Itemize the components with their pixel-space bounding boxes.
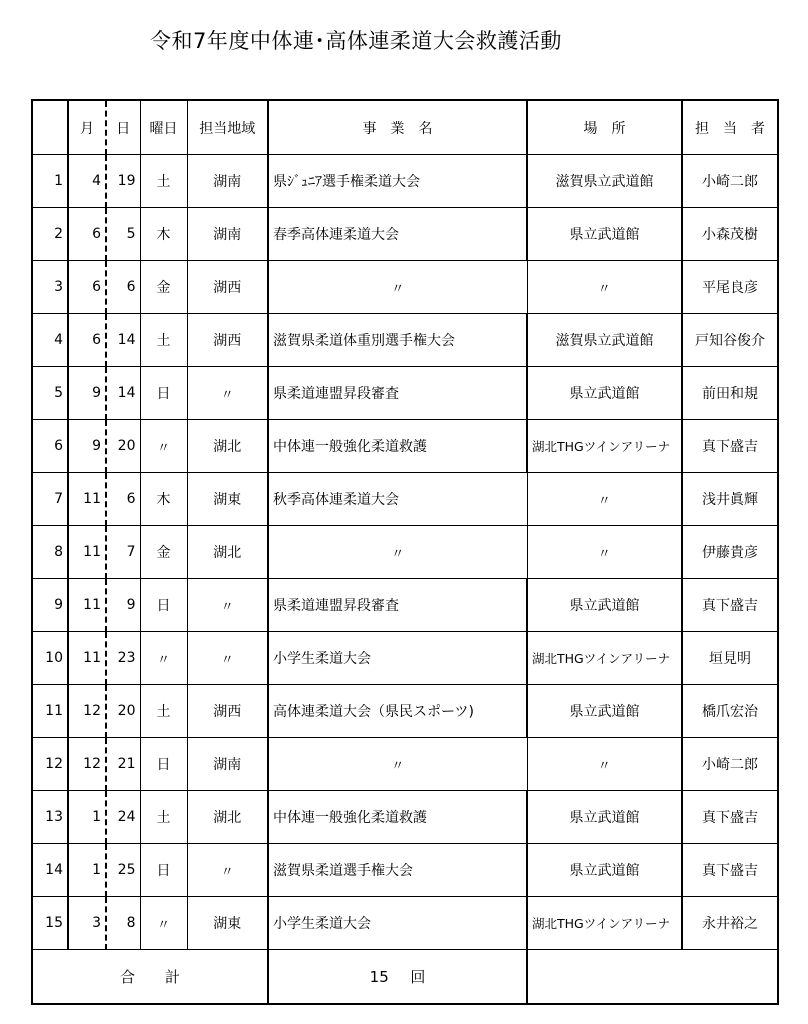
table-row [32, 367, 778, 420]
table-row [32, 155, 778, 208]
header-staff: 担 当 者 [682, 100, 778, 155]
weekday-cell: 土 [140, 155, 187, 208]
schedule-table [31, 99, 779, 1005]
header-day: 日 [106, 100, 140, 155]
weekday-cell: 金 [140, 526, 187, 579]
table-row [32, 632, 778, 685]
venue-cell: 県立武道館 [527, 367, 682, 420]
staff-cell: 橋爪宏治 [682, 685, 778, 738]
row-number-cell: 8 [32, 526, 68, 579]
staff-cell: 戸知谷俊介 [682, 314, 778, 367]
venue-cell: 〃 [527, 738, 682, 791]
weekday-cell: 土 [140, 791, 187, 844]
table-row [32, 473, 778, 526]
day-cell: 25 [106, 844, 140, 897]
day-cell: 20 [106, 420, 140, 473]
total-empty-cell [527, 950, 778, 1005]
day-cell: 5 [106, 208, 140, 261]
table-row [32, 579, 778, 632]
day-cell: 23 [106, 632, 140, 685]
header-event: 事 業 名 [268, 100, 527, 155]
staff-cell: 小森茂樹 [682, 208, 778, 261]
venue-cell: 〃 [527, 526, 682, 579]
month-cell: 4 [68, 155, 106, 208]
staff-cell: 真下盛吉 [682, 791, 778, 844]
month-cell: 12 [68, 685, 106, 738]
table-row [32, 685, 778, 738]
area-cell: 湖南 [187, 738, 268, 791]
row-number-cell: 1 [32, 155, 68, 208]
day-cell: 21 [106, 738, 140, 791]
row-number-cell: 6 [32, 420, 68, 473]
staff-cell: 永井裕之 [682, 897, 778, 950]
row-number-cell: 10 [32, 632, 68, 685]
table-row [32, 420, 778, 473]
table-row [32, 897, 778, 950]
area-cell: 湖西 [187, 314, 268, 367]
weekday-cell: 〃 [140, 897, 187, 950]
header-month: 月 [68, 100, 106, 155]
row-number-cell: 13 [32, 791, 68, 844]
table-row [32, 791, 778, 844]
venue-cell: 湖北THGツインアリーナ [527, 897, 682, 950]
header-weekday: 曜日 [140, 100, 187, 155]
staff-cell: 真下盛吉 [682, 420, 778, 473]
row-number-cell: 12 [32, 738, 68, 791]
total-value-cell [268, 950, 527, 1005]
staff-cell: 前田和規 [682, 367, 778, 420]
table-row [32, 738, 778, 791]
weekday-cell: 〃 [140, 632, 187, 685]
row-number-cell: 7 [32, 473, 68, 526]
month-cell: 11 [68, 526, 106, 579]
staff-cell: 小崎二郎 [682, 738, 778, 791]
day-cell: 19 [106, 155, 140, 208]
month-cell: 1 [68, 791, 106, 844]
page-title: 令和7年度中体連･高体連柔道大会救護活動 [150, 29, 562, 53]
table-row [32, 208, 778, 261]
header-area: 担当地域 [187, 100, 268, 155]
day-cell: 20 [106, 685, 140, 738]
area-cell: 湖西 [187, 685, 268, 738]
staff-cell: 平尾良彦 [682, 261, 778, 314]
area-cell: 湖西 [187, 261, 268, 314]
weekday-cell: 日 [140, 738, 187, 791]
event-name-cell: 滋賀県柔道選手権大会 [268, 844, 527, 897]
weekday-cell: 日 [140, 367, 187, 420]
weekday-cell: 木 [140, 473, 187, 526]
event-name-cell: 県柔道連盟昇段審査 [268, 367, 527, 420]
venue-cell: 〃 [527, 261, 682, 314]
day-cell: 14 [106, 367, 140, 420]
staff-cell: 小崎二郎 [682, 155, 778, 208]
weekday-cell: 日 [140, 844, 187, 897]
venue-cell: 滋賀県立武道館 [527, 314, 682, 367]
row-number-cell: 3 [32, 261, 68, 314]
weekday-cell: 土 [140, 314, 187, 367]
table-row [32, 844, 778, 897]
header-venue: 場 所 [527, 100, 682, 155]
venue-cell: 湖北THGツインアリーナ [527, 632, 682, 685]
event-name-cell: 中体連一般強化柔道救護 [268, 791, 527, 844]
event-name-cell: 秋季高体連柔道大会 [268, 473, 527, 526]
month-cell: 6 [68, 261, 106, 314]
month-cell: 11 [68, 579, 106, 632]
row-number-cell: 15 [32, 897, 68, 950]
area-cell: 〃 [187, 367, 268, 420]
event-name-cell: 小学生柔道大会 [268, 897, 527, 950]
area-cell: 湖南 [187, 155, 268, 208]
weekday-cell: 日 [140, 579, 187, 632]
month-cell: 1 [68, 844, 106, 897]
month-cell: 12 [68, 738, 106, 791]
month-cell: 11 [68, 632, 106, 685]
table-row [32, 314, 778, 367]
event-name-cell: 中体連一般強化柔道救護 [268, 420, 527, 473]
venue-cell: 〃 [527, 473, 682, 526]
row-number-cell: 11 [32, 685, 68, 738]
event-name-cell: 県柔道連盟昇段審査 [268, 579, 527, 632]
area-cell: 湖北 [187, 526, 268, 579]
venue-cell: 県立武道館 [527, 844, 682, 897]
venue-cell: 県立武道館 [527, 685, 682, 738]
row-number-cell: 4 [32, 314, 68, 367]
total-label: 合 計 [32, 950, 268, 1005]
total-unit: 回 [410, 968, 426, 986]
table-row [32, 261, 778, 314]
area-cell: 〃 [187, 579, 268, 632]
row-number-cell: 14 [32, 844, 68, 897]
day-cell: 8 [106, 897, 140, 950]
month-cell: 11 [68, 473, 106, 526]
venue-cell: 県立武道館 [527, 791, 682, 844]
month-cell: 9 [68, 420, 106, 473]
month-cell: 6 [68, 314, 106, 367]
event-name-cell: 小学生柔道大会 [268, 632, 527, 685]
area-cell: 湖東 [187, 897, 268, 950]
area-cell: 〃 [187, 632, 268, 685]
area-cell: 〃 [187, 844, 268, 897]
staff-cell: 浅井眞輝 [682, 473, 778, 526]
weekday-cell: 木 [140, 208, 187, 261]
day-cell: 14 [106, 314, 140, 367]
venue-cell: 県立武道館 [527, 208, 682, 261]
day-cell: 24 [106, 791, 140, 844]
event-name-cell: 〃 [268, 738, 527, 791]
venue-cell: 滋賀県立武道館 [527, 155, 682, 208]
day-cell: 7 [106, 526, 140, 579]
staff-cell: 真下盛吉 [682, 844, 778, 897]
venue-cell: 県立武道館 [527, 579, 682, 632]
month-cell: 6 [68, 208, 106, 261]
total-row [32, 950, 778, 1005]
total-count: 15 [369, 968, 389, 986]
venue-cell: 湖北THGツインアリーナ [527, 420, 682, 473]
staff-cell: 伊藤貴彦 [682, 526, 778, 579]
area-cell: 湖東 [187, 473, 268, 526]
row-number-cell: 9 [32, 579, 68, 632]
event-name-cell: 〃 [268, 261, 527, 314]
area-cell: 湖北 [187, 420, 268, 473]
day-cell: 6 [106, 261, 140, 314]
row-number-cell: 2 [32, 208, 68, 261]
header-no [32, 100, 68, 155]
header-row [32, 100, 778, 155]
row-number-cell: 5 [32, 367, 68, 420]
weekday-cell: 〃 [140, 420, 187, 473]
day-cell: 6 [106, 473, 140, 526]
event-name-cell: 滋賀県柔道体重別選手権大会 [268, 314, 527, 367]
area-cell: 湖南 [187, 208, 268, 261]
event-name-cell: 高体連柔道大会（県民スポーツ) [268, 685, 527, 738]
table-row [32, 526, 778, 579]
event-name-cell: 県ｼﾞｭﾆｱ選手権柔道大会 [268, 155, 527, 208]
weekday-cell: 土 [140, 685, 187, 738]
weekday-cell: 金 [140, 261, 187, 314]
event-name-cell: 春季高体連柔道大会 [268, 208, 527, 261]
area-cell: 湖北 [187, 791, 268, 844]
month-cell: 3 [68, 897, 106, 950]
staff-cell: 真下盛吉 [682, 579, 778, 632]
event-name-cell: 〃 [268, 526, 527, 579]
month-cell: 9 [68, 367, 106, 420]
day-cell: 9 [106, 579, 140, 632]
staff-cell: 垣見明 [682, 632, 778, 685]
